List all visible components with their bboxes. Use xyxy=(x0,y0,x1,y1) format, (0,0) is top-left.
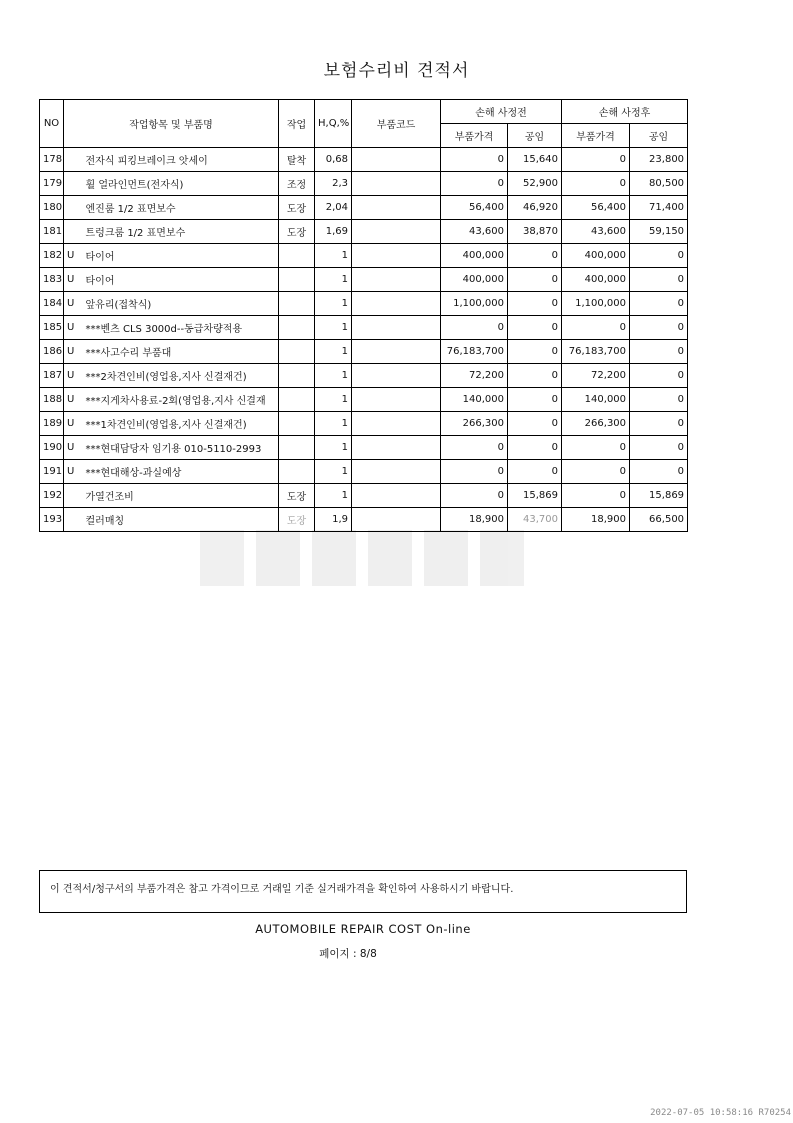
row-after-part-price: 0 xyxy=(562,316,630,340)
table-row xyxy=(40,316,688,340)
row-part-code xyxy=(352,244,441,268)
row-item-name: ***벤츠 CLS 3000d--동급차량적용 xyxy=(83,316,279,340)
row-item-name: 전자식 피킹브레이크 앗세이 xyxy=(83,148,279,172)
row-work: 도장 xyxy=(279,484,315,508)
row-flag xyxy=(64,508,83,532)
row-before-part-price: 0 xyxy=(441,460,508,484)
row-after-part-price: 0 xyxy=(562,436,630,460)
row-before-part-price: 43,600 xyxy=(441,220,508,244)
row-item-name: 트렁크룸 1/2 표면보수 xyxy=(83,220,279,244)
row-item-name: 휠 얼라인먼트(전자식) xyxy=(83,172,279,196)
row-after-labor: 59,150 xyxy=(630,220,688,244)
row-after-labor: 23,800 xyxy=(630,148,688,172)
row-after-part-price: 43,600 xyxy=(562,220,630,244)
header-before: 손해 사정전 xyxy=(441,100,562,124)
row-flag xyxy=(64,220,83,244)
row-after-part-price: 72,200 xyxy=(562,364,630,388)
row-no: 186 xyxy=(40,340,64,364)
row-part-code xyxy=(352,220,441,244)
row-item-name: ***2차견인비(영업용,지사 신결재건) xyxy=(83,364,279,388)
row-item-name: 앞유리(접착식) xyxy=(83,292,279,316)
page-number: 페이지 : 8/8 xyxy=(319,948,377,960)
row-item-name: ***사고수리 부품대 xyxy=(83,340,279,364)
row-flag: U xyxy=(64,292,83,316)
table-row xyxy=(40,244,688,268)
row-work: 조정 xyxy=(279,172,315,196)
row-after-part-price: 266,300 xyxy=(562,412,630,436)
row-part-code xyxy=(352,436,441,460)
row-work xyxy=(279,244,315,268)
row-hq: 1 xyxy=(315,436,352,460)
row-flag: U xyxy=(64,388,83,412)
row-flag: U xyxy=(64,460,83,484)
row-flag: U xyxy=(64,268,83,292)
row-before-labor: 38,870 xyxy=(508,220,562,244)
row-part-code xyxy=(352,460,441,484)
row-before-labor: 15,869 xyxy=(508,484,562,508)
row-after-labor: 71,400 xyxy=(630,196,688,220)
row-item-name: 타이어 xyxy=(83,268,279,292)
row-hq: 2,04 xyxy=(315,196,352,220)
row-before-part-price: 0 xyxy=(441,436,508,460)
row-no: 178 xyxy=(40,148,64,172)
row-item-name: 엔진룸 1/2 표면보수 xyxy=(83,196,279,220)
row-no: 179 xyxy=(40,172,64,196)
row-after-labor: 0 xyxy=(630,388,688,412)
row-flag xyxy=(64,484,83,508)
row-before-labor: 0 xyxy=(508,292,562,316)
print-timestamp: 2022-07-05 10:58:16 R70254 xyxy=(650,1108,791,1118)
notice-text: 이 견적서/청구서의 부품가격은 참고 가격이므로 거래일 기준 실거래가격을 확인하여 사용하시기 바랍니다. xyxy=(50,884,514,895)
row-hq: 1 xyxy=(315,316,352,340)
row-work xyxy=(279,412,315,436)
row-hq: 2,3 xyxy=(315,172,352,196)
header-no: NO xyxy=(40,100,64,148)
header-code: 부품코드 xyxy=(352,100,441,148)
table-row xyxy=(40,412,688,436)
row-part-code xyxy=(352,388,441,412)
row-after-labor: 0 xyxy=(630,412,688,436)
row-flag: U xyxy=(64,412,83,436)
table-row xyxy=(40,508,688,532)
table-row xyxy=(40,460,688,484)
row-flag xyxy=(64,148,83,172)
notice-box xyxy=(39,870,687,913)
row-no: 189 xyxy=(40,412,64,436)
row-no: 192 xyxy=(40,484,64,508)
row-after-labor: 0 xyxy=(630,268,688,292)
row-before-labor: 0 xyxy=(508,412,562,436)
row-after-part-price: 0 xyxy=(562,484,630,508)
row-part-code xyxy=(352,196,441,220)
row-item-name: ***1차견인비(영업용,지사 신결재건) xyxy=(83,412,279,436)
row-before-part-price: 266,300 xyxy=(441,412,508,436)
row-before-part-price: 72,200 xyxy=(441,364,508,388)
row-hq: 1 xyxy=(315,244,352,268)
row-work: 도장 xyxy=(279,220,315,244)
row-no: 182 xyxy=(40,244,64,268)
row-no: 193 xyxy=(40,508,64,532)
row-no: 191 xyxy=(40,460,64,484)
table-row xyxy=(40,388,688,412)
row-part-code xyxy=(352,340,441,364)
row-hq: 1 xyxy=(315,268,352,292)
row-hq: 0,68 xyxy=(315,148,352,172)
header-after-labor: 공임 xyxy=(630,124,688,148)
row-hq: 1,69 xyxy=(315,220,352,244)
header-before-part-price: 부품가격 xyxy=(441,124,508,148)
row-item-name: 타이어 xyxy=(83,244,279,268)
table-row xyxy=(40,364,688,388)
row-work xyxy=(279,436,315,460)
row-part-code xyxy=(352,172,441,196)
row-before-labor: 0 xyxy=(508,244,562,268)
row-item-name: ***현대해상-과실예상 xyxy=(83,460,279,484)
row-before-part-price: 76,183,700 xyxy=(441,340,508,364)
row-item-name: ***지게차사용료-2회(영업용,지사 신결재 xyxy=(83,388,279,412)
row-part-code xyxy=(352,412,441,436)
row-flag: U xyxy=(64,340,83,364)
row-part-code xyxy=(352,316,441,340)
table-row xyxy=(40,436,688,460)
row-no: 190 xyxy=(40,436,64,460)
row-item-name: ***현대담당자 임기용 010-5110-2993 xyxy=(83,436,279,460)
row-work: 도장 xyxy=(279,508,315,532)
row-flag: U xyxy=(64,364,83,388)
row-before-labor: 15,640 xyxy=(508,148,562,172)
table-row xyxy=(40,196,688,220)
row-after-labor: 15,869 xyxy=(630,484,688,508)
header-item: 작업항목 및 부품명 xyxy=(64,100,279,148)
row-after-labor: 0 xyxy=(630,316,688,340)
estimate-table xyxy=(39,99,688,532)
row-after-labor: 0 xyxy=(630,340,688,364)
row-no: 184 xyxy=(40,292,64,316)
header-hq: H,Q,% xyxy=(315,100,352,148)
table-row xyxy=(40,268,688,292)
row-after-labor: 66,500 xyxy=(630,508,688,532)
row-after-labor: 0 xyxy=(630,436,688,460)
row-after-part-price: 1,100,000 xyxy=(562,292,630,316)
header-after: 손해 사정후 xyxy=(562,100,688,124)
row-before-labor: 0 xyxy=(508,316,562,340)
row-hq: 1,9 xyxy=(315,508,352,532)
row-flag: U xyxy=(64,436,83,460)
row-before-part-price: 1,100,000 xyxy=(441,292,508,316)
row-work: 탈착 xyxy=(279,148,315,172)
row-part-code xyxy=(352,268,441,292)
document-title: 보험수리비 견적서 xyxy=(323,61,470,81)
row-work xyxy=(279,340,315,364)
row-hq: 1 xyxy=(315,292,352,316)
row-after-part-price: 18,900 xyxy=(562,508,630,532)
row-part-code xyxy=(352,508,441,532)
row-hq: 1 xyxy=(315,484,352,508)
row-work xyxy=(279,292,315,316)
row-before-part-price: 0 xyxy=(441,172,508,196)
row-hq: 1 xyxy=(315,388,352,412)
row-before-part-price: 140,000 xyxy=(441,388,508,412)
row-after-part-price: 56,400 xyxy=(562,196,630,220)
system-name: AUTOMOBILE REPAIR COST On-line xyxy=(255,922,471,936)
row-before-labor: 0 xyxy=(508,364,562,388)
row-after-part-price: 0 xyxy=(562,172,630,196)
row-before-part-price: 18,900 xyxy=(441,508,508,532)
table-row xyxy=(40,484,688,508)
row-no: 188 xyxy=(40,388,64,412)
row-before-part-price: 400,000 xyxy=(441,268,508,292)
header-work: 작업 xyxy=(279,100,315,148)
row-after-labor: 0 xyxy=(630,292,688,316)
row-flag xyxy=(64,196,83,220)
row-work xyxy=(279,364,315,388)
row-flag: U xyxy=(64,316,83,340)
row-before-labor: 0 xyxy=(508,460,562,484)
row-work xyxy=(279,460,315,484)
row-before-part-price: 0 xyxy=(441,484,508,508)
row-work xyxy=(279,316,315,340)
header-after-part-price: 부품가격 xyxy=(562,124,630,148)
row-before-labor: 46,920 xyxy=(508,196,562,220)
row-item-name: 가열건조비 xyxy=(83,484,279,508)
row-after-labor: 0 xyxy=(630,460,688,484)
row-flag: U xyxy=(64,244,83,268)
row-work xyxy=(279,268,315,292)
row-before-labor: 0 xyxy=(508,340,562,364)
row-after-labor: 0 xyxy=(630,364,688,388)
row-no: 180 xyxy=(40,196,64,220)
row-before-part-price: 0 xyxy=(441,148,508,172)
row-no: 181 xyxy=(40,220,64,244)
row-before-labor: 0 xyxy=(508,388,562,412)
row-before-part-price: 56,400 xyxy=(441,196,508,220)
row-before-labor: 0 xyxy=(508,436,562,460)
row-flag xyxy=(64,172,83,196)
row-after-part-price: 400,000 xyxy=(562,244,630,268)
row-item-name: 컬러매칭 xyxy=(83,508,279,532)
row-after-part-price: 400,000 xyxy=(562,268,630,292)
row-part-code xyxy=(352,292,441,316)
row-part-code xyxy=(352,148,441,172)
row-hq: 1 xyxy=(315,364,352,388)
row-work: 도장 xyxy=(279,196,315,220)
row-hq: 1 xyxy=(315,412,352,436)
row-after-part-price: 76,183,700 xyxy=(562,340,630,364)
header-before-labor: 공임 xyxy=(508,124,562,148)
row-part-code xyxy=(352,364,441,388)
table-row xyxy=(40,172,688,196)
row-after-part-price: 0 xyxy=(562,460,630,484)
row-before-labor: 43,700 xyxy=(508,508,562,532)
row-before-part-price: 400,000 xyxy=(441,244,508,268)
row-no: 183 xyxy=(40,268,64,292)
row-hq: 1 xyxy=(315,460,352,484)
row-before-part-price: 0 xyxy=(441,316,508,340)
row-before-labor: 52,900 xyxy=(508,172,562,196)
row-work xyxy=(279,388,315,412)
row-after-part-price: 0 xyxy=(562,148,630,172)
table-row xyxy=(40,340,688,364)
row-after-part-price: 140,000 xyxy=(562,388,630,412)
table-row xyxy=(40,148,688,172)
row-no: 185 xyxy=(40,316,64,340)
row-after-labor: 0 xyxy=(630,244,688,268)
row-before-labor: 0 xyxy=(508,268,562,292)
row-part-code xyxy=(352,484,441,508)
table-row xyxy=(40,220,688,244)
row-after-labor: 80,500 xyxy=(630,172,688,196)
row-hq: 1 xyxy=(315,340,352,364)
table-row xyxy=(40,292,688,316)
row-no: 187 xyxy=(40,364,64,388)
